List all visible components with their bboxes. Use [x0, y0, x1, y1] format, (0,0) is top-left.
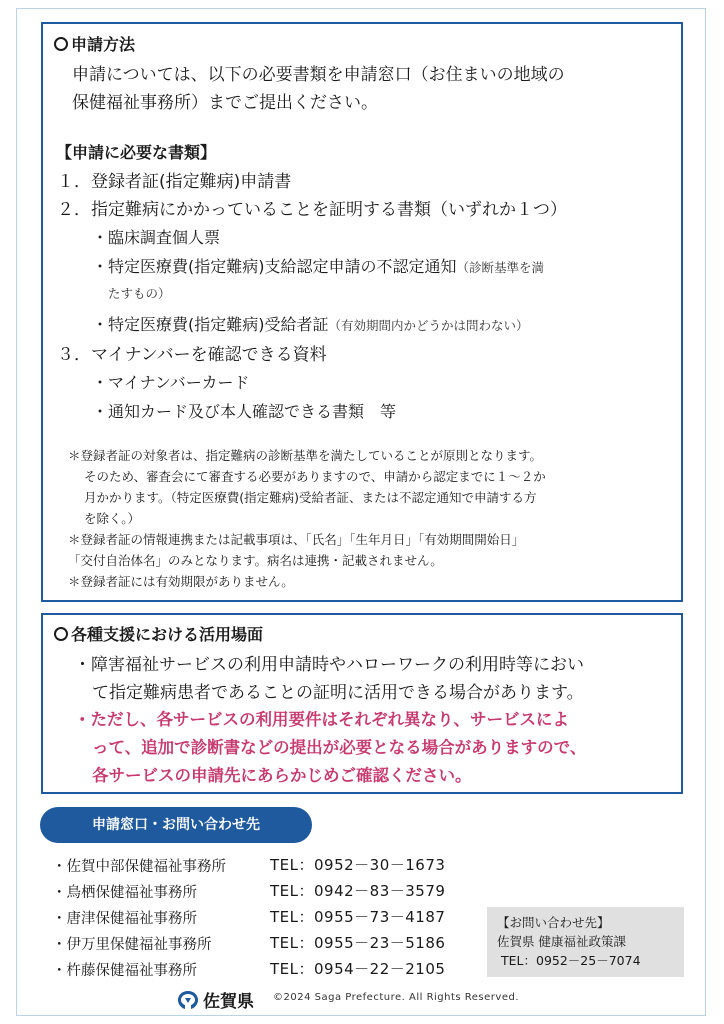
doc-item-2-sub-2-main: ・特定医療費(指定難病)支給認定申請の不認定通知	[92, 257, 457, 276]
usage-para-2-line-3: 各サービスの申請先にあらかじめご確認ください。	[92, 766, 472, 785]
usage-scenes-heading-text: 各種支援における活用場面	[71, 625, 264, 644]
note-2-line-2: 「交付自治体名」のみとなります。病名は連携・記載されません。	[68, 553, 443, 568]
doc-item-3-sub-1: ・マイナンバーカード	[92, 373, 250, 392]
required-docs-heading: 【申請に必要な書類】	[56, 143, 217, 162]
doc-item-2-sub-3-note: （有効期間内かどうかは問わない）	[328, 318, 529, 333]
note-1-line-4: を除く。）	[84, 511, 141, 526]
intro-line-1: 申請については、以下の必要書類を申請窓口（お住まいの地域の	[72, 65, 565, 85]
note-1-line-1: ＊登録者証の対象者は、指定難病の診断基準を満たしていることが原則となります。	[68, 448, 543, 463]
doc-item-1: １．登録者証(指定難病)申請書	[57, 172, 292, 192]
usage-para-2-line-1: ・ただし、各サービスの利用要件はそれぞれ異なり、サービスによ	[74, 710, 569, 729]
office-name: ・杵藤保健福祉事務所	[52, 963, 197, 979]
office-tel: TEL：0955－23－5186	[270, 934, 446, 952]
circle-bullet-icon	[54, 37, 68, 51]
inquiry-tel: TEL：0952－25－7074	[501, 953, 641, 968]
application-method-heading-text: 申請方法	[71, 35, 136, 54]
usage-scenes-heading	[54, 622, 263, 645]
inquiry-title: 【お問い合わせ先】	[497, 915, 610, 930]
doc-item-2-sub-1: ・臨床調査個人票	[92, 228, 221, 247]
saga-prefecture-logo	[176, 987, 254, 1012]
application-method-heading	[54, 32, 135, 55]
note-1-line-2: そのため、審査会にて審査する必要がありますので、申請から認定までに１～２か	[84, 469, 546, 484]
doc-item-2-sub-3-main: ・特定医療費(指定難病)受給者証	[92, 315, 329, 334]
contact-heading-pill: 申請窓口・お問い合わせ先	[40, 807, 312, 843]
doc-item-2-sub-2-note-cont: たすもの）	[108, 286, 171, 301]
office-tel: TEL：0955－73－4187	[270, 908, 446, 926]
doc-item-2-sub-3	[92, 312, 529, 335]
logo-text: 佐賀県	[203, 992, 254, 1012]
saga-emblem-icon	[176, 989, 200, 1011]
doc-item-3-sub-2: ・通知カード及び本人確認できる書類 等	[92, 402, 397, 421]
note-1-line-3: 月かかります。（特定医療費(指定難病)受給者証、または不認定通知で申請する方	[84, 490, 537, 505]
office-tel: TEL：0954－22－2105	[270, 960, 446, 978]
usage-para-1-line-2: て指定難病患者であることの証明に活用できる場合があります。	[92, 683, 584, 703]
usage-para-2-line-2: って、追加で診断書などの提出が必要となる場合がありますので、	[92, 738, 587, 757]
intro-line-2: 保健福祉事務所）までご提出ください。	[72, 93, 378, 113]
usage-para-1-line-1: ・障害福祉サービスの利用申請時やハローワークの利用時等におい	[74, 655, 584, 675]
office-name: ・鳥栖保健福祉事務所	[52, 885, 197, 901]
note-2-line-1: ＊登録者証の情報連携または記載事項は、「氏名」「生年月日」「有効期間開始日」	[68, 532, 525, 547]
note-3: ＊登録者証には有効期限がありません。	[68, 574, 294, 589]
circle-bullet-icon	[54, 627, 68, 641]
doc-item-3: ３．マイナンバーを確認できる資料	[57, 345, 327, 365]
office-name: ・伊万里保健福祉事務所	[52, 937, 212, 953]
doc-item-2-sub-2-note: （診断基準を満	[456, 260, 545, 275]
office-tel: TEL：0952－30－1673	[270, 856, 446, 874]
office-tel: TEL：0942－83－3579	[270, 882, 446, 900]
inquiry-box	[487, 907, 684, 977]
doc-item-2-sub-2	[92, 254, 544, 277]
office-name: ・佐賀中部保健福祉事務所	[52, 859, 226, 875]
office-name: ・唐津保健福祉事務所	[52, 911, 197, 927]
inquiry-department: 佐賀県 健康福祉政策課	[497, 934, 626, 949]
copyright-text: ©2024 Saga Prefecture. All Rights Reserved.	[273, 992, 520, 1003]
doc-item-2: ２．指定難病にかかっていることを証明する書類（いずれか１つ）	[57, 200, 567, 220]
